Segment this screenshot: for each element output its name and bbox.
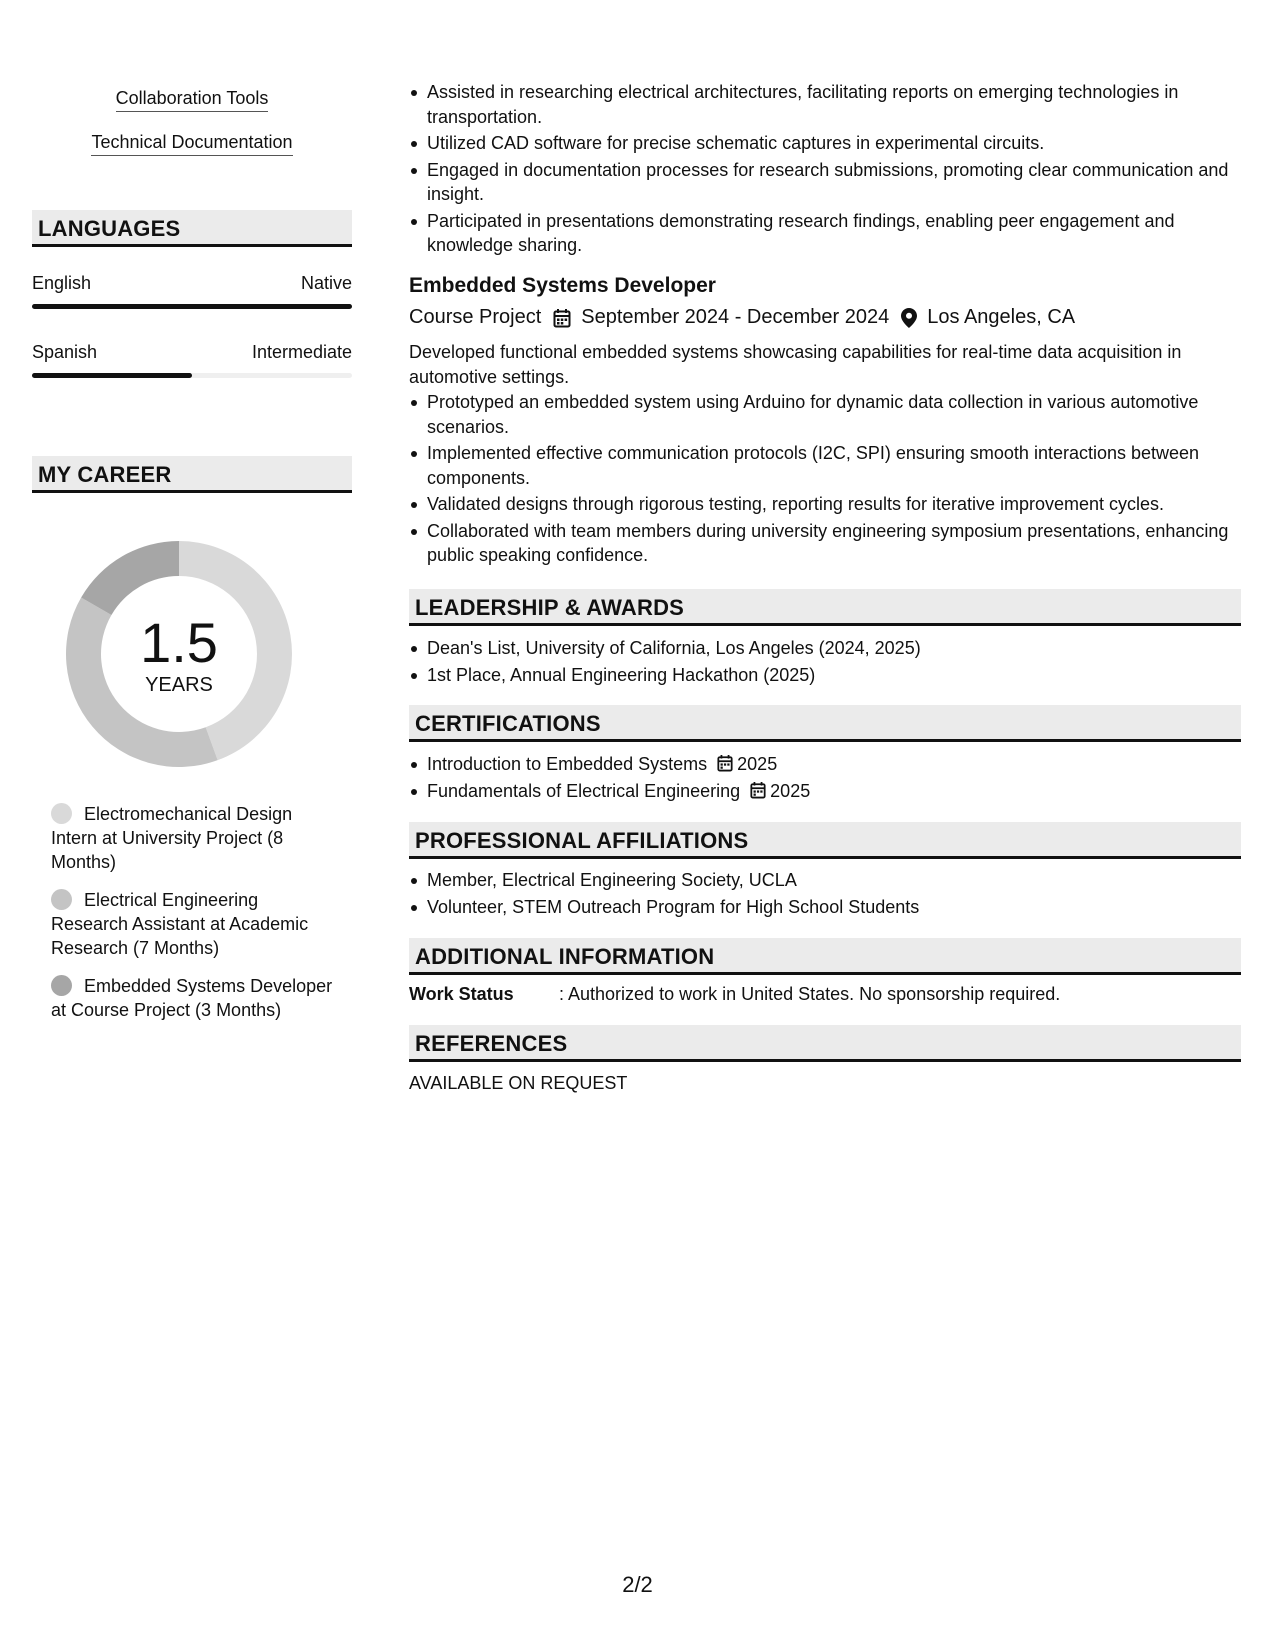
- certification-year: 2025: [737, 754, 778, 774]
- affiliations-heading: PROFESSIONAL AFFILIATIONS: [409, 822, 1241, 859]
- list-item: Participated in presentations demonstrating research findings, enabling peer engagement and knowledge sharing.: [427, 209, 1259, 258]
- language-level: Intermediate: [251, 342, 352, 362]
- career-legend-dot: [51, 803, 72, 824]
- career-legend-item: [51, 974, 336, 1022]
- certifications-heading: CERTIFICATIONS: [409, 705, 1241, 742]
- job-dates: September 2024 - December 2024: [581, 306, 890, 328]
- career-total-unit: YEARS: [145, 674, 213, 696]
- certification-name: Introduction to Embedded Systems: [427, 754, 708, 774]
- career-legend-label: Electromechanical Design Intern at University Project (8 Months): [51, 804, 293, 872]
- leadership-heading: LEADERSHIP & AWARDS: [409, 589, 1241, 626]
- certifications-list: [409, 752, 1259, 805]
- list-item: [427, 752, 1259, 777]
- references-heading: REFERENCES: [409, 1025, 1241, 1062]
- list-item: Implemented effective communication protocols (I2C, SPI) ensuring smooth interactions between components.: [427, 441, 1259, 490]
- certification-year: 2025: [770, 780, 811, 801]
- work-status-label: Work Status: [409, 984, 514, 1004]
- languages-heading: LANGUAGES: [32, 210, 352, 247]
- language-name: Spanish: [32, 342, 98, 362]
- language-level: Native: [300, 273, 352, 293]
- list-item: Utilized CAD software for precise schematic captures in experimental circuits.: [427, 131, 1259, 156]
- list-item: [427, 779, 1259, 804]
- job-description: Developed functional embedded systems showcasing capabilities for real-time data acquisition in automotive settings.: [409, 342, 1182, 387]
- list-item: 1st Place, Annual Engineering Hackathon (2025): [427, 663, 1259, 688]
- language-proficiency-bar: [32, 373, 352, 378]
- list-item: Assisted in researching electrical architectures, facilitating reports on emerging technologies in transportation.: [427, 80, 1259, 129]
- job-bullets: [409, 390, 1259, 570]
- list-item: Prototyped an embedded system using Arduino for dynamic data collection in various automotive scenarios.: [427, 390, 1259, 439]
- language-name: English: [32, 273, 92, 293]
- page-number: 2/2: [622, 1572, 653, 1597]
- job-title: Embedded Systems Developer: [409, 274, 716, 297]
- list-item: Engaged in documentation processes for research submissions, promoting clear communication and insight.: [427, 158, 1259, 207]
- job-meta: [409, 306, 1075, 329]
- language-proficiency-fill: [32, 373, 192, 378]
- skill-tag: [32, 88, 352, 112]
- previous-job-bullets: [409, 80, 1259, 260]
- additional-info-heading: ADDITIONAL INFORMATION: [409, 938, 1241, 975]
- affiliations-list: [409, 868, 1259, 921]
- leadership-list: [409, 636, 1259, 689]
- job-company: Course Project: [409, 306, 542, 328]
- language-proficiency-bar: [32, 304, 352, 309]
- certification-name: Fundamentals of Electrical Engineering: [427, 780, 741, 801]
- list-item: Validated designs through rigorous testing, reporting results for iterative improvement cycles.: [427, 492, 1259, 517]
- career-donut-slice-2: [81, 541, 179, 615]
- calendar-icon: [717, 754, 733, 772]
- work-status-row: [409, 984, 1060, 1005]
- list-item: Volunteer, STEM Outreach Program for High School Students: [427, 895, 1259, 920]
- career-total-value: 1.5: [140, 611, 218, 674]
- career-legend-item: [51, 802, 336, 874]
- career-legend-item: [51, 888, 336, 960]
- work-status-value: : Authorized to work in United States. No sponsorship required.: [559, 984, 1061, 1004]
- list-item: Member, Electrical Engineering Society, UCLA: [427, 868, 1259, 893]
- career-heading: MY CAREER: [32, 456, 352, 493]
- career-legend-dot: [51, 975, 72, 996]
- references-text: AVAILABLE ON REQUEST: [409, 1073, 628, 1093]
- career-legend-label: Embedded Systems Developer at Course Project (3 Months): [51, 976, 333, 1020]
- skill-tag: [32, 132, 352, 156]
- map-pin-icon: [901, 308, 917, 328]
- career-legend-label: Electrical Engineering Research Assistant at Academic Research (7 Months): [51, 890, 309, 958]
- career-legend-dot: [51, 889, 72, 910]
- skill-tag-label: Technical Documentation: [91, 132, 292, 156]
- calendar-icon: [750, 781, 766, 799]
- skill-tag-label: Collaboration Tools: [116, 88, 269, 112]
- list-item: Collaborated with team members during university engineering symposium presentations, enhancing public speaking confidence.: [427, 519, 1259, 568]
- list-item: Dean's List, University of California, Los Angeles (2024, 2025): [427, 636, 1259, 661]
- language-proficiency-fill: [32, 304, 352, 309]
- job-location: Los Angeles, CA: [927, 306, 1076, 328]
- calendar-icon: [553, 308, 571, 328]
